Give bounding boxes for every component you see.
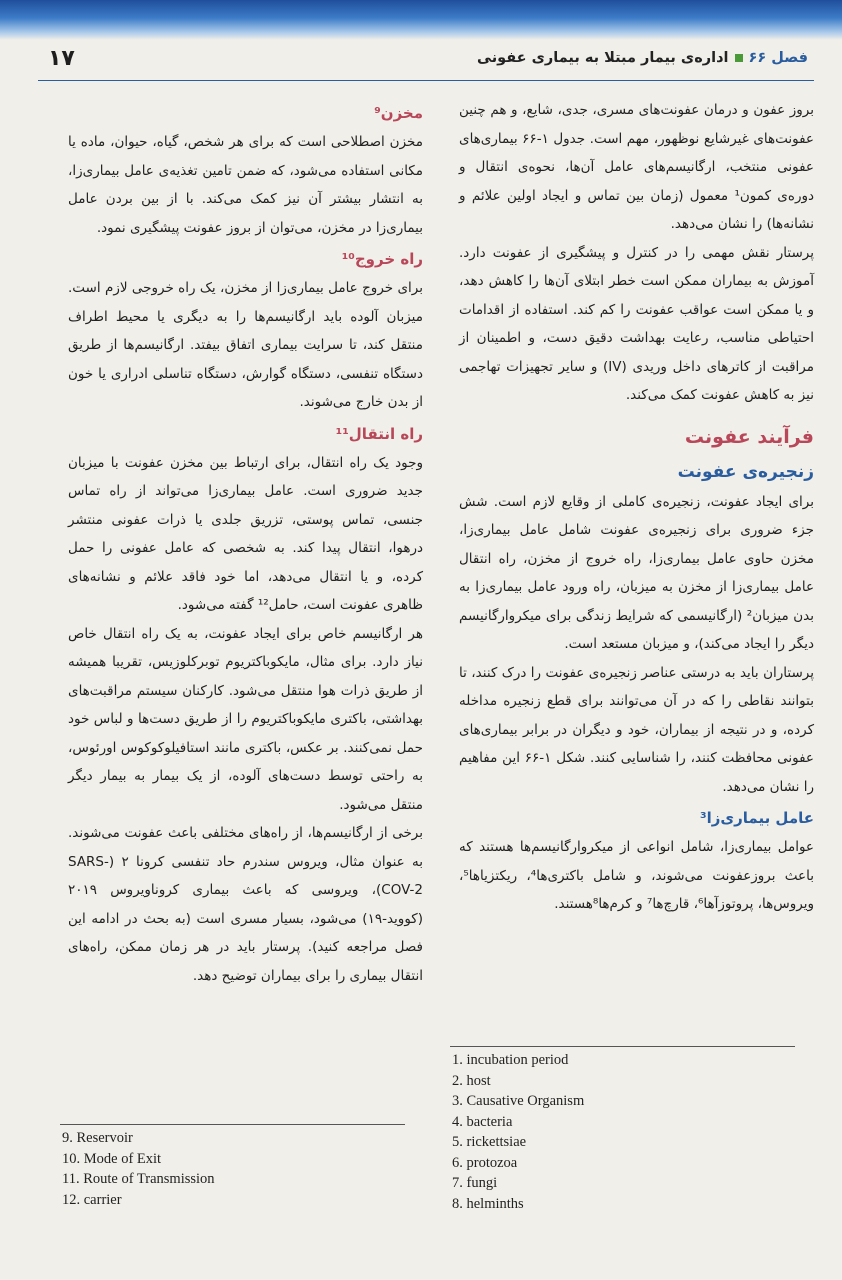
topic-heading: راه انتقال¹¹: [335, 424, 423, 443]
footnote: 10. Mode of Exit: [62, 1150, 162, 1167]
footnote: 3. Causative Organism: [452, 1093, 585, 1109]
paragraph: برخی از ارگانیسم‌ها، از راه‌های مختلفی باعث عفونت می‌شوند. به عنوان مثال، ویروس سندرم حاد تنفسی کرونا ۲ (SARS-COV-2)، ویروسی که باعث بیماری کروناویروس ۲۰۱۹ (کووید-۱۹) می‌شود، بسیار مسری است (به بحث در ادامه این فصل مراجعه کنید). پرستار باید در هر زمان ممکن، راه‌های انتقال بیماری را برای بیماران توضیح دهد.: [68, 825, 423, 984]
chapter-label: فصل ۶۶: [748, 50, 808, 66]
footnote: 5. rickettsiae: [452, 1134, 527, 1150]
footnote: 11. Route of Transmission: [62, 1171, 215, 1187]
topic-heading: راه خروج¹⁰: [341, 250, 423, 268]
right-column: [459, 96, 814, 919]
top-color-band: [0, 0, 842, 40]
footnote: 1. incubation period: [452, 1052, 569, 1068]
paragraph: پرستار نقش مهمی را در کنترل و پیشگیری از عفونت دارد. آموزش به بیماران ممکن است خطر ابتلای آن‌ها را کاهش دهد، و یا ممکن است عواقب عفونت را کم کند. استفاده از اقدامات احتیاطی مناسب، رعایت بهداشت دقیق دست، و اطمینان از مراقبت از کاترهای داخل وریدی (IV) و سایر تجهیزات تهاجمی نیز به کاهش عفونت کمک می‌کند.: [459, 244, 814, 403]
paragraph: برای خروج عامل بیماری‌زا از مخزن، یک راه خروجی لازم است. میزبان آلوده باید ارگانیسم‌ها را به دیگری یا محیط اطراف منتقل کند، تا سرایت بیماری اتفاق بیفتد. ارگانیسم‌ها از طریق دستگاه تنفسی، دستگاه گوارش، دستگاه تناسلی ادراری یا خون از بدن خارج می‌شوند.: [68, 280, 423, 410]
footnote: 8. helminths: [452, 1195, 524, 1212]
left-column: [68, 96, 423, 990]
footnote: 2. host: [452, 1072, 491, 1089]
page-number: ۱۷: [48, 46, 75, 71]
footnote: 7. fungi: [452, 1175, 498, 1191]
chapter-heading: [477, 50, 808, 66]
footnotes-left: [62, 1128, 215, 1210]
footnotes-right: [452, 1050, 584, 1214]
footnote-divider: [450, 1046, 795, 1047]
subsection-heading: زنجیره‌ی عفونت: [677, 461, 814, 482]
footnote: 9. Reservoir: [62, 1130, 133, 1146]
paragraph: بروز عفون و درمان عفونت‌های مسری، جدی، شایع، و هم چنین عفونت‌های غیرشایع نوظهور، مهم است. جدول ۱-۶۶ بیماری‌های عفونی منتخب، ارگانیسم‌های عامل آن‌ها، نحوه‌ی انتقال و دوره‌ی کمون¹ معمول (زمان بین تماس و ایجاد اولین علائم و نشانه‌ها) را نشان می‌دهد.: [459, 102, 814, 232]
paragraph: هر ارگانیسم خاص برای ایجاد عفونت، به یک راه انتقال خاص نیاز دارد. برای مثال، مایکوباکتریوم توبرکلوزیس، تقریبا همیشه از طریق ذرات هوا منتقل می‌شود. کارکنان سیستم مراقبت‌های بهداشتی، باکتری مایکوباکتریوم را از طریق دست‌ها و لباس خود حمل نمی‌کنند. بر عکس، باکتری مانند استافیلوکوکوس اورئوس، به راحتی توسط دست‌های آلوده، از یک بیمار به بیمار دیگر منتقل می‌شود.: [68, 625, 423, 813]
paragraph: پرستاران باید به درستی عناصر زنجیره‌ی عفونت را درک کنند، تا بتوانند نقاطی را که در آن می‌توانند برای قطع زنجیره مداخله کرده، و در نتیجه از بیماران، خود و دیگران در برابر بیماری‌های عفونی محافظت کنند، را شناسایی کنند. شکل ۱-۶۶ این مفاهیم را نشان می‌دهد.: [459, 664, 814, 795]
paragraph: مخزن اصطلاحی است که برای هر شخص، گیاه، حیوان، ماده یا مکانی استفاده می‌شود، که ضمن تامین تغذیه‌ی عامل بیماری‌زا، به انتشار بیشتر آن نیز کمک می‌کند. با از بین بردن عامل بیماری‌زا در مخزن، می‌توان از بروز عفونت پیشگیری نمود.: [68, 134, 423, 236]
chapter-title: اداره‌ی بیمار مبتلا به بیماری عفونی: [477, 50, 729, 66]
paragraph: عوامل بیماری‌زا، شامل انواعی از میکروارگانیسم‌ها هستند که باعث بروزعفونت می‌شوند، و شامل باکتری‌ها⁴، ریکتزیاها⁵، ویروس‌ها، پروتوزآها⁶، قارچ‌ها⁷ و کرم‌ها⁸هستند.: [459, 839, 814, 912]
topic-heading: عامل بیماری‌زا³: [700, 809, 814, 827]
green-square-bullet: [735, 54, 743, 62]
running-header: [38, 44, 814, 81]
footnote: 4. bacteria: [452, 1113, 513, 1130]
footnote-divider: [60, 1124, 405, 1125]
paragraph: وجود یک راه انتقال، برای ارتباط بین مخزن عفونت با میزبان جدید ضروری است. عامل بیماری‌زا می‌تواند از راه تماس جنسی، تماس پوستی، تزریق جلدی یا ذرات عفونی منتشر درهوا، انتقال پیدا کند. به شخصی که عامل عفونی را حمل کرده، و یا انتقال می‌دهد، اما خود فاقد علائم و نشانه‌های ظاهری عفونت است، حامل¹² گفته می‌شود.: [68, 454, 423, 613]
footnote: 6. protozoa: [452, 1154, 518, 1171]
topic-heading: مخزن⁹: [374, 104, 423, 122]
section-heading: فرآیند عفونت: [684, 425, 814, 448]
paragraph: برای ایجاد عفونت، زنجیره‌ی کاملی از وقایع لازم است. شش جزء ضروری برای زنجیره‌ی عفونت شامل عامل بیماری‌زا، مخزن حاوی عامل بیماری‌زا، راه خروج از مخزن، راه انتقال عامل بیماری‌زا از مخزن به میزبان، راه ورود عامل بیماری‌زا به بدن میزبان² (ارگانیسمی که شرایط زندگی برای میکروارگانیسم دیگر را ایجاد می‌کند)، و میزبان مستعد است.: [459, 493, 814, 652]
footnote: 12. carrier: [62, 1191, 122, 1208]
